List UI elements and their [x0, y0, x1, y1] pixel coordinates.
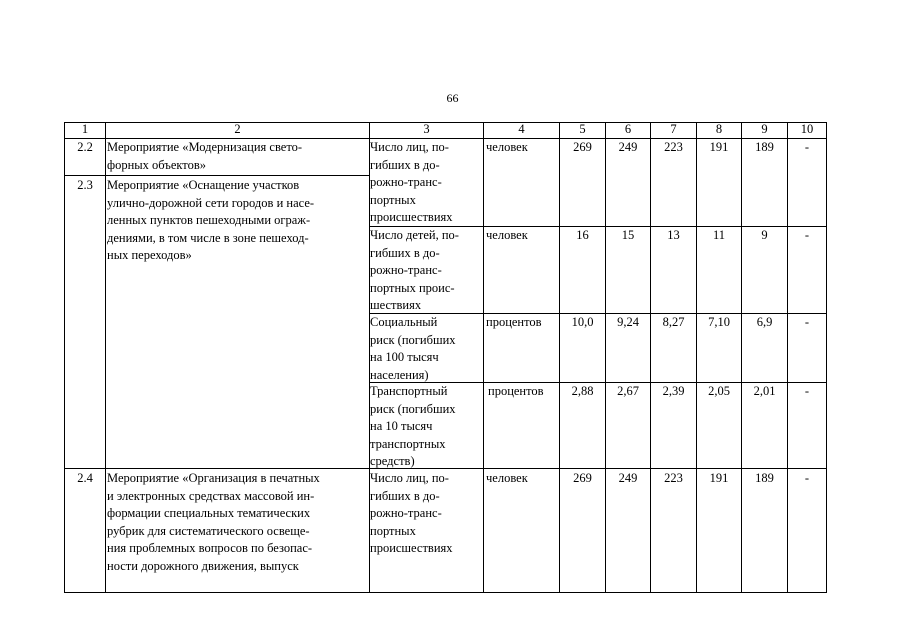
indicator-value: 191	[709, 471, 729, 485]
indicator-name-line: происшествиях	[370, 210, 453, 224]
indicator-value: 9,24	[617, 315, 639, 329]
measure-line: дениями, в том числе в зоне пешеход-	[107, 230, 309, 245]
indicator-value: 11	[712, 228, 726, 242]
measure-line: ных переходов»	[107, 248, 192, 262]
indicator-value: -	[804, 315, 810, 329]
row-2-2-bottom-border	[64, 175, 369, 176]
indicator-value: 15	[621, 228, 635, 242]
header-col-7: 7	[670, 122, 677, 136]
indicator-unit: процентов	[488, 384, 544, 398]
col-border-8	[741, 122, 742, 593]
indicator-value: 189	[755, 140, 774, 154]
indicator-value: 269	[573, 471, 592, 485]
indicator-name-line: рожно-транс-	[370, 175, 442, 189]
indicator-value: 191	[709, 140, 729, 154]
indicator-name-line: средств)	[370, 454, 415, 468]
indicator-value: 8,27	[662, 315, 685, 329]
measure-line: ния проблемных вопросов по безопас-	[107, 541, 313, 555]
measure-line: улично-дорожной сети городов и насе-	[107, 195, 315, 210]
indicator-value: 223	[664, 471, 683, 485]
indicator-unit: человек	[486, 228, 528, 242]
indicator-name-line: портных	[370, 523, 416, 538]
col-border-6	[650, 122, 651, 593]
indicator-value: 2,88	[571, 384, 594, 398]
indicator-name-line: рожно-транс-	[370, 506, 442, 520]
measure-line: форных объектов»	[107, 157, 206, 172]
col-border-1	[105, 122, 106, 593]
measure-line: ности дорожного движения, выпуск	[107, 558, 299, 573]
header-col-4: 4	[518, 122, 525, 136]
header-col-5: 5	[579, 122, 586, 136]
indicator-name-line: гибших в до-	[370, 245, 440, 260]
indicator-value: 2,67	[617, 384, 639, 398]
row-number: 2.2	[77, 140, 93, 154]
header-col-10: 10	[800, 122, 814, 136]
header-col-6: 6	[624, 122, 632, 136]
indicator-name-line: гибших в до-	[370, 488, 440, 503]
indicator-name-line: рожно-транс-	[370, 263, 442, 277]
indicator-value: 189	[755, 471, 774, 485]
indicator-name-line: происшествиях	[370, 541, 453, 555]
indicator-value: -	[804, 384, 810, 398]
header-col-2: 2	[234, 122, 241, 136]
indicator-value: 2,01	[753, 384, 776, 398]
row-2-3-bottom-border	[64, 468, 826, 469]
indicator-value: 249	[618, 140, 638, 154]
measure-line: рубрик для систематического освеще-	[107, 523, 310, 538]
indicator-name-line: Число лиц, по-	[370, 140, 449, 154]
row-number: 2.4	[77, 471, 93, 485]
measure-line: Мероприятие «Оснащение участков	[107, 178, 300, 192]
indicator-name-line: на 100 тысяч	[370, 350, 439, 364]
indicator-name-line: на 10 тысяч	[370, 419, 433, 433]
indicator-name-line: населения)	[370, 367, 429, 382]
indicator-name-line: гибших в до-	[370, 157, 440, 172]
measure-line: ленных пунктов пешеходными ограж-	[107, 213, 311, 227]
indicator-name-line: Социальный	[370, 315, 438, 329]
indicator-name-line: портных	[370, 192, 416, 207]
indicator-value: 6,9	[756, 315, 773, 329]
indicator-name-line: риск (погибших	[370, 332, 456, 347]
measure-line: и электронных средствах массовой ин-	[107, 488, 315, 503]
indicator-value: 223	[664, 140, 683, 154]
indicator-name-line: Число лиц, по-	[370, 471, 449, 485]
col-border-10	[826, 122, 827, 593]
indicator-name-line: Число детей, по-	[370, 228, 459, 242]
indicator-value: -	[804, 228, 810, 242]
table-bottom-border	[64, 592, 826, 593]
measure-line: формации специальных тематических	[107, 506, 311, 520]
header-col-9: 9	[761, 122, 768, 136]
indicator-value: 16	[576, 228, 589, 242]
indicator-value: 269	[573, 140, 592, 154]
header-col-8: 8	[715, 122, 723, 136]
indicator-value: -	[804, 471, 810, 485]
indicator-value: 13	[667, 228, 680, 242]
indicator-value: 2,05	[708, 384, 730, 398]
indicator-name-line: портных проис-	[370, 280, 455, 295]
col-border-3	[483, 122, 484, 593]
indicator-value: 249	[618, 471, 638, 485]
indicator-name-line: риск (погибших	[370, 401, 456, 416]
col-border-7	[696, 122, 697, 593]
indicator-unit: человек	[486, 471, 528, 485]
indicator-unit: человек	[486, 140, 528, 154]
measure-line: Мероприятие «Модернизация свето-	[107, 140, 303, 154]
indicator-value: 7,10	[708, 315, 730, 329]
indicator-name-line: Транспортный	[370, 384, 448, 398]
indicator-value: 9	[761, 228, 768, 242]
header-col-1: 1	[81, 122, 89, 136]
indicator-value: -	[804, 140, 810, 154]
indicator-name-line: шествиях	[370, 298, 422, 312]
col-border-4	[559, 122, 560, 593]
col-border-5	[605, 122, 606, 593]
col-border-9	[787, 122, 788, 593]
indicator-name-line: транспортных	[370, 436, 446, 451]
row-number: 2.3	[77, 178, 93, 192]
measure-line: Мероприятие «Организация в печатных	[107, 471, 320, 485]
page-number: 66	[446, 91, 459, 105]
indicator-value: 2,39	[662, 384, 685, 398]
indicator-value: 10,0	[571, 315, 594, 329]
indicator-unit: процентов	[486, 315, 542, 329]
header-col-3: 3	[423, 122, 430, 136]
